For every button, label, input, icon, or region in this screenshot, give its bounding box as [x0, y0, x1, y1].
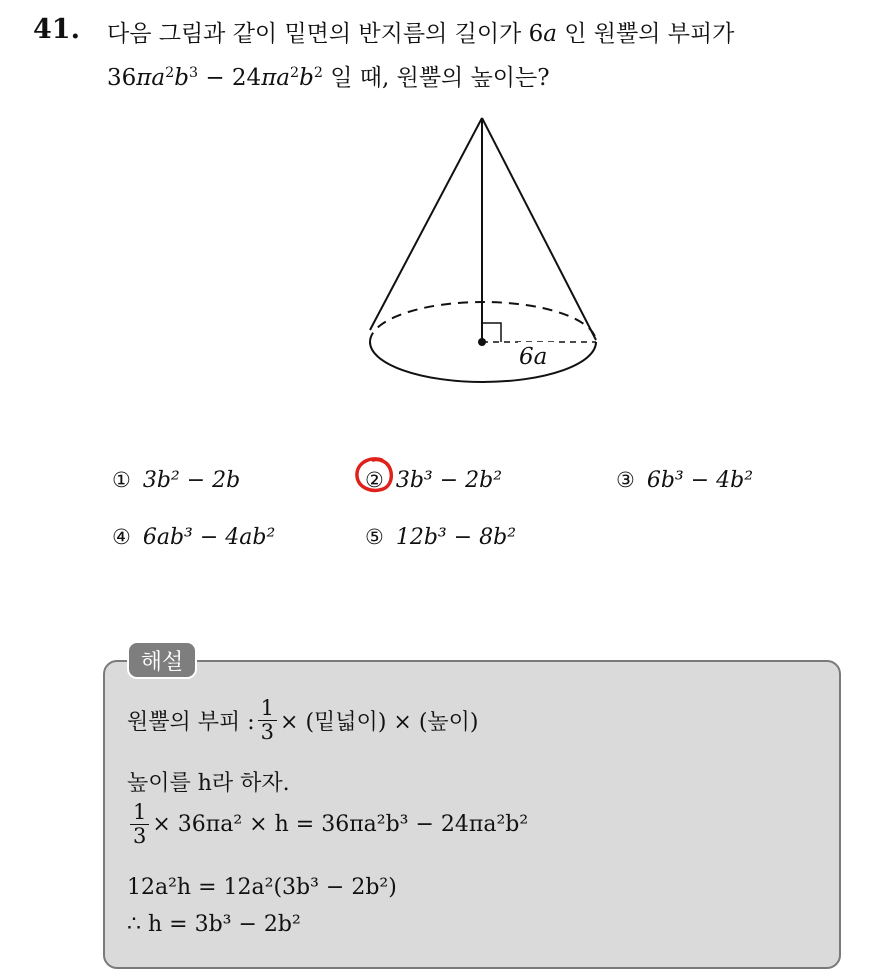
- choice-expression: 12b³ − 8b²: [395, 525, 517, 550]
- volume-expression: $36\pi a^2b^3 - 24\pi a^2b^2$: [107, 65, 323, 91]
- fraction-denominator: 3: [260, 720, 275, 745]
- choice-mark: ④: [112, 525, 131, 549]
- answer-circle-mark: [352, 455, 396, 495]
- fraction-numerator: 1: [130, 801, 149, 825]
- cone-base-front: [370, 342, 596, 382]
- question-text-part: 인 원뿔의 부피가: [556, 21, 735, 47]
- solution-text: 원뿔의 부피 :: [127, 710, 255, 736]
- base-center-point: [478, 338, 486, 346]
- fraction-one-third: [130, 801, 149, 848]
- solution-equation: × 36πa² × h = 36πa²b³ − 24πa²b²: [152, 812, 529, 838]
- solution-tab-label: 해설: [127, 641, 197, 679]
- solution-line-1: [127, 697, 479, 744]
- choice-expression: 6b³ − 4b²: [646, 468, 754, 493]
- question-text-part: 일 때, 원뿔의 높이는?: [322, 65, 550, 91]
- cone-slant-right: [482, 118, 596, 340]
- solution-line-3: [127, 801, 528, 848]
- choice-5[interactable]: [365, 525, 516, 550]
- right-angle-mark: [482, 323, 501, 342]
- cone-slant-left: [370, 118, 482, 330]
- fraction-numerator: 1: [258, 697, 277, 721]
- choice-3[interactable]: [616, 468, 753, 493]
- solution-line-5: ∴ h = 3b³ − 2b²: [127, 912, 301, 937]
- choice-expression: 6ab³ − 4ab²: [142, 525, 276, 550]
- fraction-one-third: [258, 697, 277, 744]
- choice-mark: ⑤: [365, 525, 384, 549]
- solution-line-4: 12a²h = 12a²(3b³ − 2b²): [127, 875, 397, 900]
- choice-expression: 3b² − 2b: [142, 468, 241, 493]
- choice-mark: ②: [365, 468, 384, 492]
- choice-mark: ①: [112, 468, 131, 492]
- question-text-part: 다음 그림과 같이 밑면의 반지름의 길이가 6: [107, 21, 544, 47]
- choice-mark: ③: [616, 468, 635, 492]
- solution-text: × (밑넓이) × (높이): [280, 710, 479, 736]
- question-variable: a: [543, 21, 557, 47]
- radius-label: 6a: [519, 344, 548, 370]
- fraction-denominator: 3: [133, 824, 147, 849]
- choice-4[interactable]: [112, 525, 275, 550]
- question-number: 41.: [33, 14, 80, 45]
- solution-line-2: 높이를 h라 하자.: [127, 771, 290, 796]
- choice-expression: 3b³ − 2b²: [395, 468, 503, 493]
- choice-1[interactable]: [112, 468, 240, 493]
